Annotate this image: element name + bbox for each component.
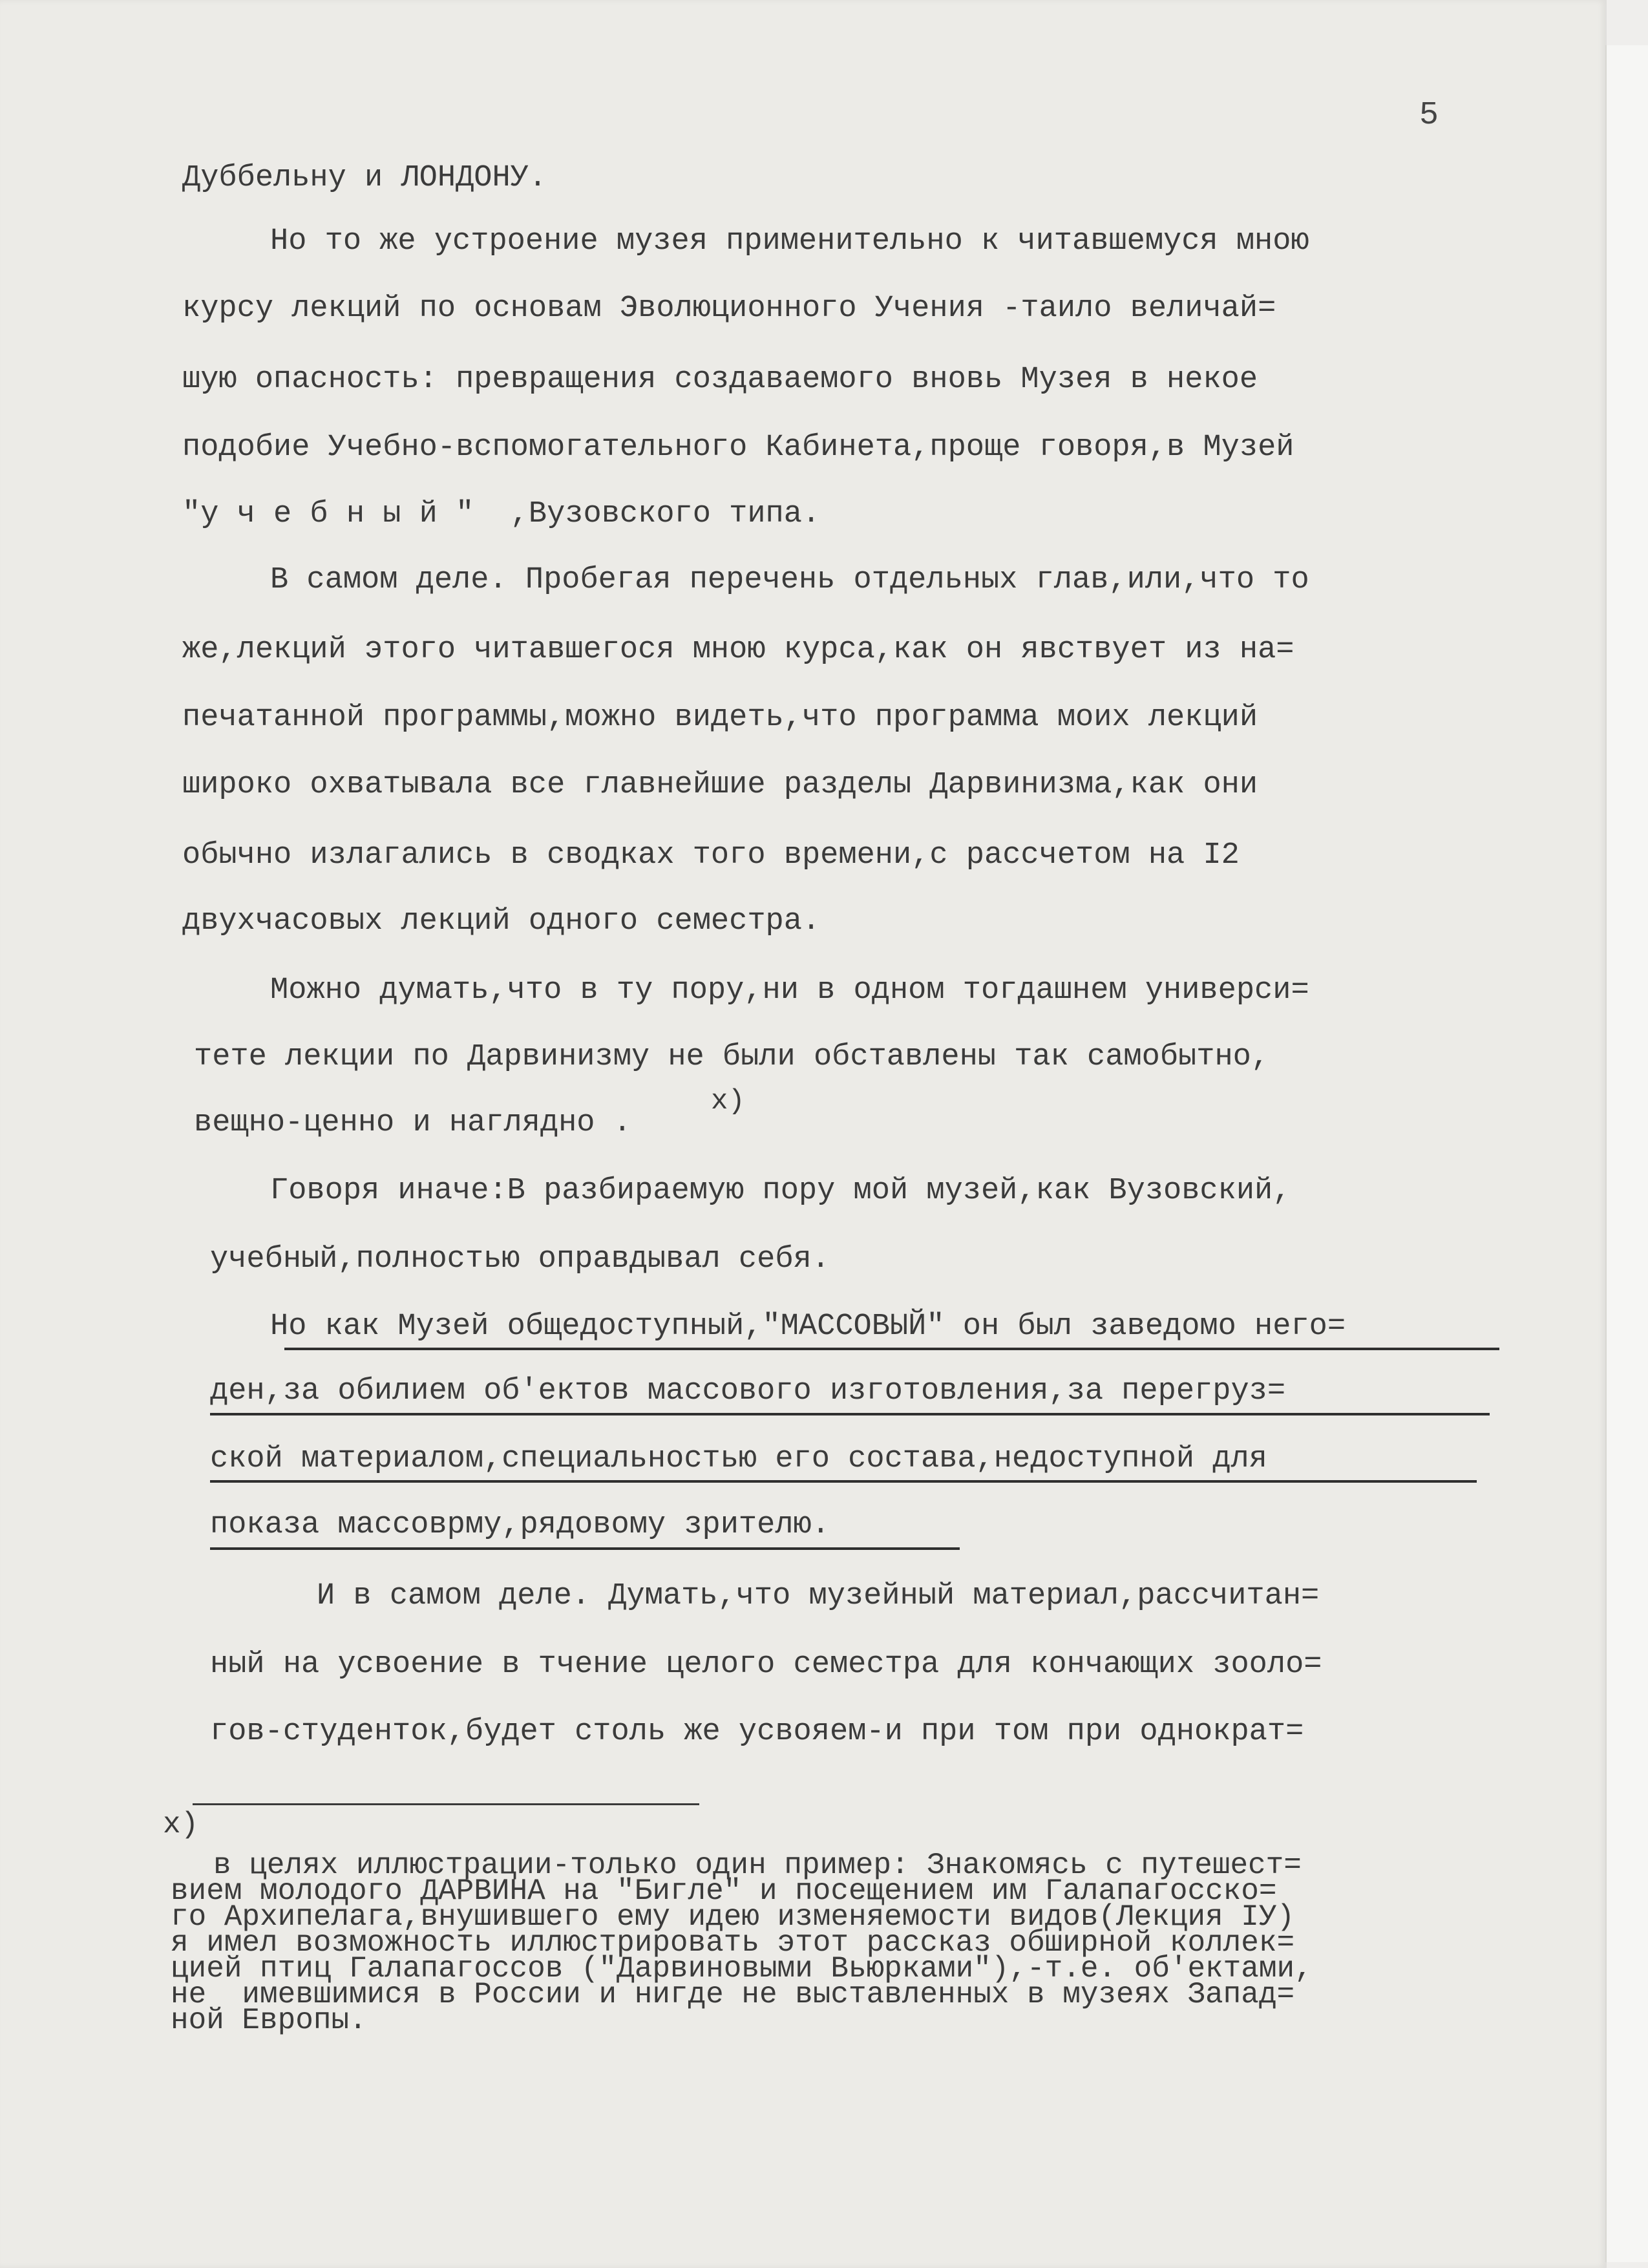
body-line: тете лекции по Дарвинизму не были обставлены так самобытно, [194,1040,1270,1074]
body-line: курсу лекций по основам Эволюционного Учения -таило величай= [182,291,1276,326]
body-line: В самом деле. Пробегая перечень отдельных глав,или,что то [270,563,1309,597]
underline [210,1547,960,1550]
footnote-line: я имел возможность иллюстрировать этот рассказ обширной коллек= [171,1926,1295,1960]
footnote-line: вием молодого ДАРВИНА на "Бигле" и посещением им Галапагосско= [171,1874,1277,1908]
footnote-line: не имевшимися в России и нигде не выставленных в музеях Запад= [171,1978,1295,2011]
body-line: гов-студенток,будет столь же усвояем-и при том при однократ= [210,1715,1304,1749]
body-line: широко охватывала все главнейшие разделы Дарвинизма,как они [182,768,1258,802]
underline [284,1348,1499,1350]
body-line: Говоря иначе:В разбираемую пору мой музей,как Вузовский, [270,1174,1291,1208]
footnote-separator [193,1803,699,1805]
underline [210,1480,1477,1483]
body-line-underlined: ской материалом,специальностью его состава,недоступной для [210,1442,1267,1476]
body-line: учебный,полностью оправдывал себя. [210,1242,830,1277]
footnote-line: цией птиц Галапагоссов ("Дарвиновыми Вьюрками"),-т.е. об'ектами, [171,1952,1313,1986]
paper-edge [1605,45,1648,2262]
body-line: обычно излагались в сводках того времени,с рассчетом на I2 [182,838,1240,873]
body-line: подобие Учебно-вспомогательного Кабинета,проще говоря,в Музей [182,430,1294,465]
underline [210,1413,1490,1415]
footnote-reference: x) [711,1085,745,1118]
body-line: "у ч е б н ы й " ,Вузовского типа. [182,497,821,531]
footnote-line: го Архипелага,внушившего ему идею изменяемости видов(Лекция IУ) [171,1900,1295,1934]
body-line: вещно-ценно и наглядно . [194,1106,631,1140]
body-line: двухчасовых лекций одного семестра. [182,904,821,938]
body-line: Но то же устроение музея применительно к читавшемуся мною [270,224,1309,259]
footnote-mark: x) [163,1808,199,1841]
body-line-underlined: ден,за обилием об'ектов массового изготовления,за перегруз= [210,1374,1286,1408]
body-line: печатанной программы,можно видеть,что программа моих лекций [182,701,1258,735]
page-number: 5 [1419,97,1439,134]
body-line: И в самом деле. Думать,что музейный материал,рассчитан= [317,1579,1320,1613]
footnote-line: в целях иллюстрации-только один пример: Знакомясь с путешест= [213,1849,1302,1882]
body-line: же,лекций этого читавшегося мною курса,как он явствует из на= [182,633,1294,667]
body-line-underlined: показа массоврму,рядовому зрителю. [210,1508,830,1542]
body-line: Можно думать,что в ту пору,ни в одном тогдашнем универси= [270,973,1309,1008]
body-line: шую опасность: превращения создаваемого вновь Музея в некое [182,363,1258,397]
body-line: Дуббельну и ЛОНДОНУ. [182,161,547,195]
footnote-line: ной Европы. [171,2004,367,2037]
body-line: ный на усвоение в тчение целого семестра для кончающих зооло= [210,1648,1322,1682]
body-line-underlined: Но как Музей общедоступный,"МАССОВЫЙ" он был заведомо него= [270,1309,1346,1344]
